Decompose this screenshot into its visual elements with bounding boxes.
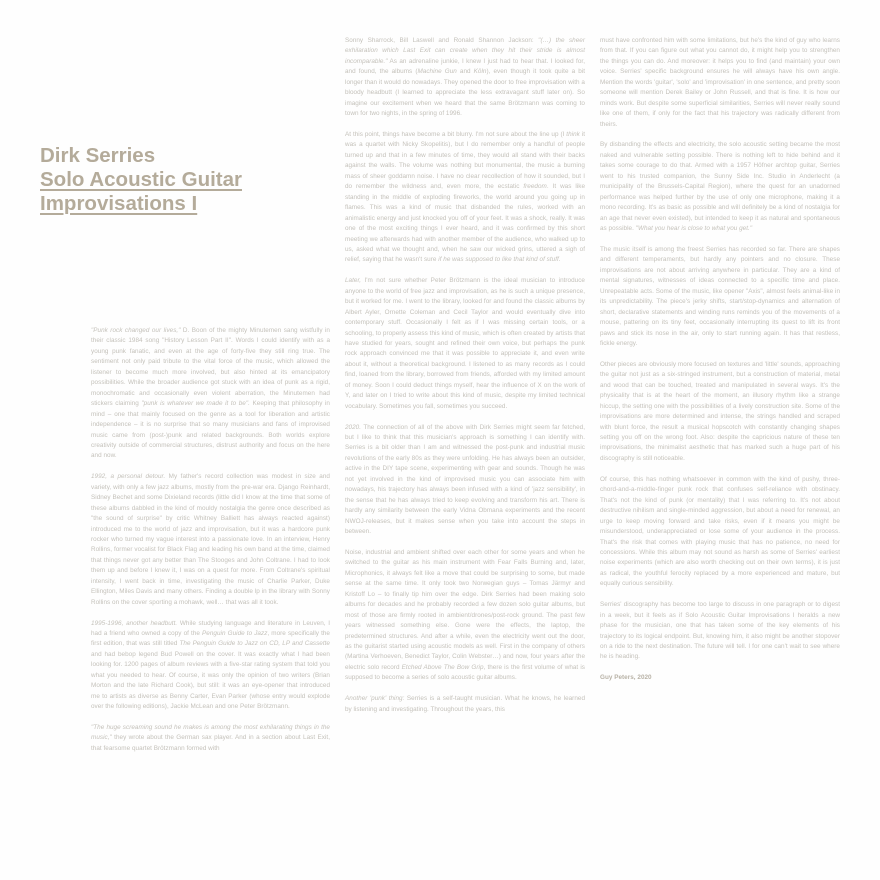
text: The connection of all of the above with Dirk Serries might seem far fetched, but I like to think that this musician's approach is something I can identify with. Serries is a bit older than I am and witnessed the post-punk and industrial music revolutions of the early 80s as they were unfolding. He has always been an outsider, active in the DIY tape scene, experimenting with gear and sounds. Though he was not yet involved in the kind of improvised music you can associate him with nowadays, his trajectory has always been infused with a kind of 'jazz sensibility', in the sense that he has always tried to keep evolving and transform his art. There is hardly any similarity between the early Vidna Obmana experiments and the recent NWOJ-releases, but it makes sense when you take into account the steps in between. [345, 423, 585, 536]
paragraph: must have confronted him with some limitations, but he's the kind of guy who learns from that. If you can figure out what you cannot do, it might help you to strengthen the things you can do. And moreover: it helps you to find (and maintain) your own voice. Serries' specific background ensures he will always have his own angle. Mention the words 'guitar', 'solo' and 'improvisation' in one sentence, and pretty soon someone will mention Derek Bailey or John Russell, and that is fine. It is how our minds work. But despite some superficial similarities, Serries will never really sound like one of them, if only for the fact that his trajectory was radically different from theirs. [600, 37, 840, 128]
paragraph [345, 694, 585, 715]
emphasis: Etched Above The Bow Grip [401, 663, 484, 671]
title-album-line1: Solo Acoustic Guitar [40, 168, 242, 191]
text: I'm not sure whether Peter Brötzmann is the ideal musician to introduce anyone to the world of free jazz and improvisation, as he is such a unique presence, but it worked for me. I went to the library, looked for and found the classic albums by Albert Ayler, Ornette Coleman and Cecil Taylor and would eventually dive into contemporary stuff. Occasionally I felt as if I was missing certain tools, or a schooling, to properly assess this kind of music, which is often created by artists that have studied for years, sought and refined their own voice, but perhaps the punk rock approach convinced me that it was possible to appreciate it, and even write about it, without a theoretical background. I listened to as many records as I could find, loaned from the library, borrowed from friends, afforded with my limited amount of money. Soon I could deduct things myself, hear the influence of X on the work of Y, and later on I tried to write about this kind of music, despite my limited technical vocabulary. Sometimes you fall, sometimes you succeed. [345, 277, 585, 410]
text: and [456, 68, 474, 76]
text-column-3 [600, 36, 840, 684]
paragraph [345, 423, 585, 538]
text: . It was like standing in the middle of exploding fireworks, the world around you going up in flames. This was a kind of music that disbanded the rules, worked with an animalistic energy and just knocked you off of your feet. It was a shock, really. It was one of the most exciting things I ever heard, and it was confirmed by this short meeting we afterwards had with another member of the audience, who walked up to us, asked what we thought and, when he saw our wicked grins, uttered a sigh of relief, saying that he wasn't sure [345, 183, 585, 264]
text: Sonny Sharrock, Bill Laswell and Ronald Shannon Jackson: [345, 37, 539, 44]
title-album-line2: Improvisations I [40, 192, 198, 215]
emphasis: "punk is whatever we made it to be". [141, 400, 250, 408]
text: ), even though it took quite a bit longer than it would do nowadays. They opened the door to free improvisation with a bloody headbutt (I learned to appreciate the less extravagant stuff later on). So imagine our excitement when we heard that the same Brötzmann was coming to town for two nights, in the spring of 1996. [345, 68, 585, 118]
emphasis: 1995-1996, another headbutt. [91, 619, 178, 627]
text: My father's record collection was modest in size and variety, with only a few jazz albums, mostly from the pre-war era. Django Reinhardt, Sidney Bechet and some Dixieland records (little did I know at the time that some of these albums dabbled in the kind of mouldy nostalgia the genre once described as "the sound of surprise" by critic Whitney Balliett has always reacted against) introduced me to the world of jazz and improvisation, but it was a hardcore punk rocker who turned my vague interest into a passionate love. In an interview, Henry Rollins, former vocalist for Black Flag and leading his own band at the time, claimed that things never got any better than The Stooges and John Coltrane. I had to look them up and before I knew it, I was on a quest for more. From Coltrane's spiritual intensity, I went back in time, investigating the music of Charlie Parker, Duke Ellington, Miles Davis and many others. Finding a double lp in the library with Sonny Rollins on the cover sporting a mohawk, well… that was all it took. [91, 473, 330, 606]
emphasis: "The huge screaming sound he makes is among the most exhilarating things in the music," [91, 724, 330, 742]
text: they wrote about the German sax player. And in a section about Last Exit, that fearsome quartet Brötzmann formed with [91, 734, 330, 752]
text-column-1 [91, 326, 330, 765]
text: , there is the first volume of what is supposed to become a series of solo acoustic guitar albums. [345, 663, 585, 682]
emphasis: The Penguin Guide to Jazz on CD, LP and Cassette [179, 640, 330, 648]
text: , more specifically the first edition, that was still titled [91, 630, 330, 648]
paragraph [345, 276, 585, 412]
text: Noise, industrial and ambient shifted over each other for some years and when he switched to the guitar as his main instrument with Fear Falls Burning and, later, Microphonics, it always felt like a move that could be surprising to some, but made sense at the same time. It only took two Norwegian guys – Tomas Järmyr and Kristoff Lo – to finally tip him over the edge. Dirk Serries had been making solo albums for decades and he probably recorded a few dozen solo guitar albums, but most of those are firmly rooted in ambient/drones/post-rock ground. The past few years witnessed something else. Gone were the effects, the laptop, the predetermined structures. And after a while, even the electricity went out the door, as the guitarist started using acoustic models as well. First in the company of others (Martina Verhoeven, Benedict Taylor, Colin Webster…) and now, four years after the electric solo record [345, 548, 585, 671]
paragraph: Of course, this has nothing whatsoever in common with the kind of pushy, three-chord-and-a-middle-finger punk rock that confuses self-reliance with obstinacy. That's not the kind of punk (or mentality) that I was referring to. It's not about destructive nihilism and single-minded aggression, but about a need for renewal, an urge to keep moving forward and take risks, even if it means you might be misunderstood, underappreciated or lose some of your audience in the process. That's the risk that comes with playing music that has no patience, no need for concessions. While this album may not sound as harsh as some of Serries' earliest noise experiments (which are also worth checking out on their own terms), it is just as radical, the youthful ferocity replaced by a more experienced and mature, but equally curious sensibility. [600, 475, 840, 588]
text: As an adrenaline junkie, I knew I just had to hear that. I looked for, and found, the albums ( [345, 57, 585, 76]
paragraph [345, 548, 585, 684]
emphasis: Penguin Guide to Jazz [202, 630, 268, 638]
emphasis: Later, [345, 277, 362, 285]
emphasis: think [566, 131, 580, 139]
paragraph [91, 619, 330, 713]
text: D. Boon of the mighty Minutemen sang wistfully in their classic 1984 song "History Lesson Part II". Words I could identify with as a young punk fanatic, and even at the age of forty-five they still ring true. The sentiment not only paid tribute to the vital force of the music, which allowed the listener to become much more involved, but also hinted at its emancipatory possibilities. While the broader audience got stuck with an idea of punk as a rigid, monochromatic and occasionally even violent aberration, the Minutemen had stickers claiming [91, 327, 330, 408]
paragraph: Other pieces are obviously more focused on textures and 'little' sounds, approaching the guitar not just as a six-stringed instrument, but a construction of material, metal and wood that can be touched, treated and manipulated in several ways. It's the physicality that is at the heart of the moment, an illusory rhythm like a strange hiccup, the setting one with the possibilities of a lively construction site. Some of the improvisations are more determined and intense, the strings handled and scraped with blunt force, the result a musical hopscotch with constantly changing shapes setting you off on the wrong foot. Also: despite the capricious nature of these ten improvisations, the minimalist aesthetic that has marked such a huge part of his discography is still noticeable. [600, 360, 840, 462]
author-signature: Guy Peters, 2020 [600, 674, 652, 682]
emphasis: 1992, a personal detour. [91, 473, 166, 481]
paragraph [91, 723, 330, 754]
text: Serries is a self-taught musician. What he knows, he learned by listening and investigating. Throughout the years, this [345, 695, 585, 713]
text-column-2 [345, 36, 585, 726]
paragraph: The music itself is among the freest Serries has recorded so far. There are shapes and different temperaments, but hardly any pointers and no closure. These improvisations are not about arriving anywhere in particular. They are a kind of mental signatures, witnesses of ideas connected to a specific time and place. Unrepeatable acts. Some of the music, like opener "Axis", almost feels animal-like in its unpredictability. The piece's jerky shifts, start/stop-dynamics and alternation of short, declarative statements and winding runs reminds you of the movements of a mouse, pattering on its tiny feet, occasionally interrupting its quest to lift its front paws and stick its nose in the air, only to start running again. It has that restless, fickle energy. [600, 245, 840, 348]
text: it was a quartet with Nicky Skopelitis), but I do remember only a handful of people turned up and that in a few minutes of time, they would all stand with their backs against the walls. The volume was nothing but monumental, the music a burning mass of sheer goddamn noise. I have no clear recollection of how it sounded, but I do remember the wildness and, even more, the ecstatic [345, 131, 585, 191]
emphasis: Köln [473, 68, 487, 76]
emphasis: freedom [523, 183, 547, 191]
page-title [40, 144, 242, 216]
text: Keeping that philosophy in mind – one that mainly focused on the genre as a tool for liberation and artistic independence – it is no surprise that so many musicians and fans of improvised music came from (post-)punk and related backgrounds. Both worlds explore creativity outside of commercial structures, distrust authority and focus on the here and now. [91, 400, 330, 460]
paragraph [91, 472, 330, 608]
emphasis: "(…) the sheer exhilaration which Last Exit can create when they hit their stride is almost incomparable." [345, 37, 585, 65]
paragraph [600, 140, 840, 234]
paragraph [345, 130, 585, 266]
text: By disbanding the effects and electricity, the solo acoustic setting became the most naked and vulnerable setting possible. There is nothing left to hide behind and it takes some courage to do that. Armed with a 1957 Höfner archtop guitar, Serries went to his trusted companion, the Sunny Side Inc. Studio in Anderlecht (a municipality of the Brussels-Capital Region), where the quest for an unadorned performance was helped further by the use of only one microphone, making it a mono recording. It's as basic as possible and will definitely be a kind of nostalgia for an age that never even existed), but intended to keep it as natural and spontaneous as possible. [600, 141, 840, 233]
emphasis: Machine Gun [417, 68, 457, 76]
text: At this point, things have become a bit blurry. I'm not sure about the line up (I [345, 131, 567, 139]
paragraph [345, 36, 585, 120]
emphasis: "Punk rock changed our lives," [91, 327, 181, 334]
text: and had bebop legend Bud Powell on the cover. It was exactly what I had been looking for. 1200 pages of album reviews with a five-star rating system that told you what you needed to hear. Of course, it was only the opinion of two writers (Brian Morton and the late Richard Cook), but still: it was an eye-opener that introduced me to artists as diverse as Benny Carter, Evan Parker (whose entry would explode over the following editions), Jackie McLean and one Peter Brötzmann. [91, 650, 330, 711]
emphasis: Another 'punk' thing: [345, 695, 405, 703]
paragraph [91, 326, 330, 462]
emphasis: "What you hear is close to what you get." [635, 225, 753, 233]
title-artist: Dirk Serries [40, 144, 156, 167]
emphasis: 2020. [345, 423, 362, 431]
paragraph: Serries' discography has become too large to discuss in one paragraph or to digest in a week, but it feels as if Solo Acoustic Guitar Improvisations I heralds a new phase for the musician, one that has taken some of the key elements of his trajectory to its logical endpoint. But, knowing him, it also might be another stopover on a ride to the next destination. The future will tell. I for one can't wait to see where he is heading. [600, 601, 840, 661]
text: While studying language and literature in Leuven, I had a friend who owned a copy of the [91, 619, 331, 638]
emphasis: if he was supposed to like that kind of stuff. [438, 256, 561, 264]
